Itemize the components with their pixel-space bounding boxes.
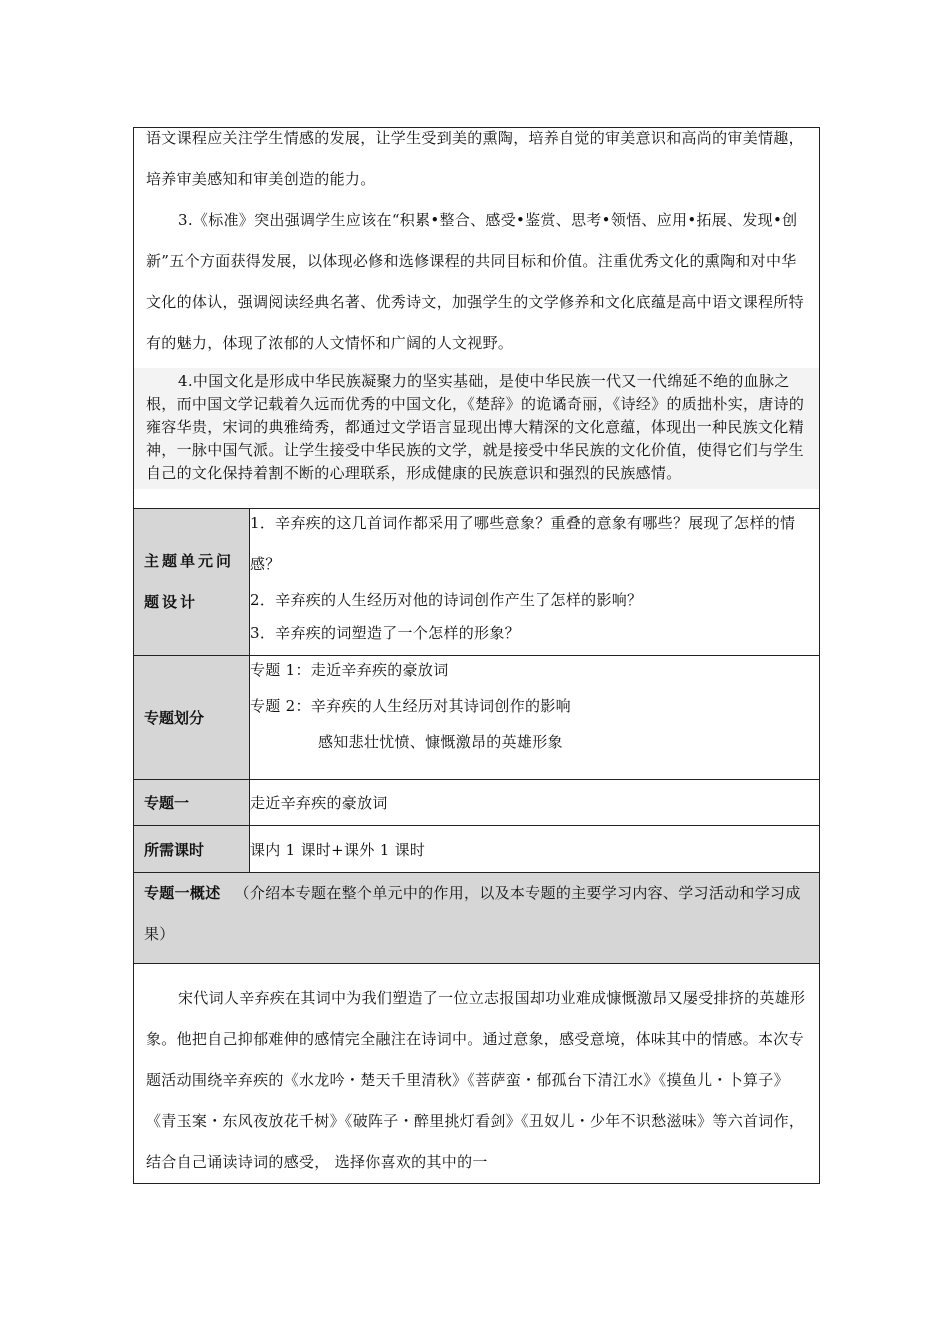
overview-note: （介绍本专题在整个单元中的作用，以及本专题的主要学习内容、学习活动和学习成果）: [144, 884, 801, 943]
overview-body-row: [134, 964, 820, 1184]
topics-content-cell: [250, 656, 820, 780]
standards-para-2-tail: 语文课程应关注学生情感的发展，让学生受到美的熏陶，培养自觉的审美意识和高尚的审美情趣，培养审美感知和审美创造的能力。: [146, 129, 804, 188]
overview-title: 专题一概述: [144, 884, 221, 902]
overview-body-text: 宋代词人辛弃疾在其词中为我们塑造了一位立志报国却功业难成慷慨激昂又屡受排挤的英雄形象。他把自己抑郁难伸的感情完全融注在诗词中。通过意象，感受意境，体味其中的情感。本次专题活动围绕辛弃疾的《水龙吟・楚天千里清秋》《菩萨蛮・郁孤台下清江水》《摸鱼儿・卜算子》《青玉案・东风夜放花千树》《破阵子・醉里挑灯看剑》《丑奴儿・少年不识愁滋味》等六首词作，结合自己诵读诗词的感受， 选择你喜欢的其中的一: [146, 989, 806, 1171]
questions-label: 主题单元问题设计: [144, 552, 235, 611]
topic-item-2-sub: 感知悲壮忧愤、慷慨激昂的英雄形象: [318, 733, 563, 751]
hours-label: 所需课时: [144, 840, 205, 859]
standards-cell: [134, 128, 820, 509]
hours-row: [134, 826, 820, 873]
questions-content-cell: [250, 509, 820, 656]
topic-one-label: 专题一: [144, 794, 190, 812]
overview-cell: [134, 873, 820, 964]
topic-one-value-cell: [250, 780, 820, 826]
overview-text: [134, 873, 819, 955]
topic-one-label-cell: [134, 780, 250, 826]
standards-para-3: 3.《标准》突出强调学生应该在“积累•整合、感受•鉴赏、思考•领悟、应用•拓展、发现•创新”五个方面获得发展，以体现必修和选修课程的共同目标和价值。注重优秀文化的熏陶和对中华文化的体认，强调阅读经典名著、优秀诗文，加强学生的文学修养和文化底蕴是高中语文课程所特有的魅力，体现了浓郁的人文情怀和广阔的人文视野。: [146, 211, 804, 352]
topic-one-row: [134, 780, 820, 826]
question-item-3: 3．辛弃疾的词塑造了一个怎样的形象？: [250, 624, 520, 642]
question-item-2: 2．辛弃疾的人生经历对他的诗词创作产生了怎样的影响？: [250, 591, 643, 609]
topic-item-2: 专题 2：辛弃疾的人生经历对其诗词创作的影响: [250, 697, 571, 715]
question-item-1: 1．辛弃疾的这几首词作都采用了哪些意象？重叠的意象有哪些？展现了怎样的情感？: [250, 514, 796, 573]
topic-item-1: 专题 1：走近辛弃疾的豪放词: [250, 661, 449, 679]
lesson-plan-table: [133, 127, 820, 1184]
topic-one-value: 走近辛弃疾的豪放词: [250, 794, 388, 812]
hours-value-cell: [250, 826, 820, 873]
overview-body-cell: [134, 964, 820, 1184]
standards-para-4: 4.中国文化是形成中华民族凝聚力的坚实基础，是使中华民族一代又一代绵延不绝的血脉之根，而中国文学记载着久远而优秀的中国文化，《楚辞》的诡谲奇丽，《诗经》的质拙朴实，唐诗的雍容华贵，宋词的典雅绮秀，都通过文学语言显现出博大精深的文化意蕴，体现出一种民族文化精神，一脉中国气派。让学生接受中华民族的文学，就是接受中华民族的文化价值，使得它们与学生自己的文化保持着割不断的心理联系，形成健康的民族意识和强烈的民族感情。: [134, 368, 819, 489]
hours-label-cell: [134, 826, 250, 873]
hours-value: 课内 1 课时+课外 1 课时: [250, 840, 426, 859]
standards-row: [134, 128, 820, 509]
topics-label: 专题划分: [144, 709, 205, 727]
topics-row: [134, 656, 820, 780]
questions-label-cell: [134, 509, 250, 656]
questions-row: [134, 509, 820, 656]
overview-row: [134, 873, 820, 964]
topics-label-cell: [134, 656, 250, 780]
